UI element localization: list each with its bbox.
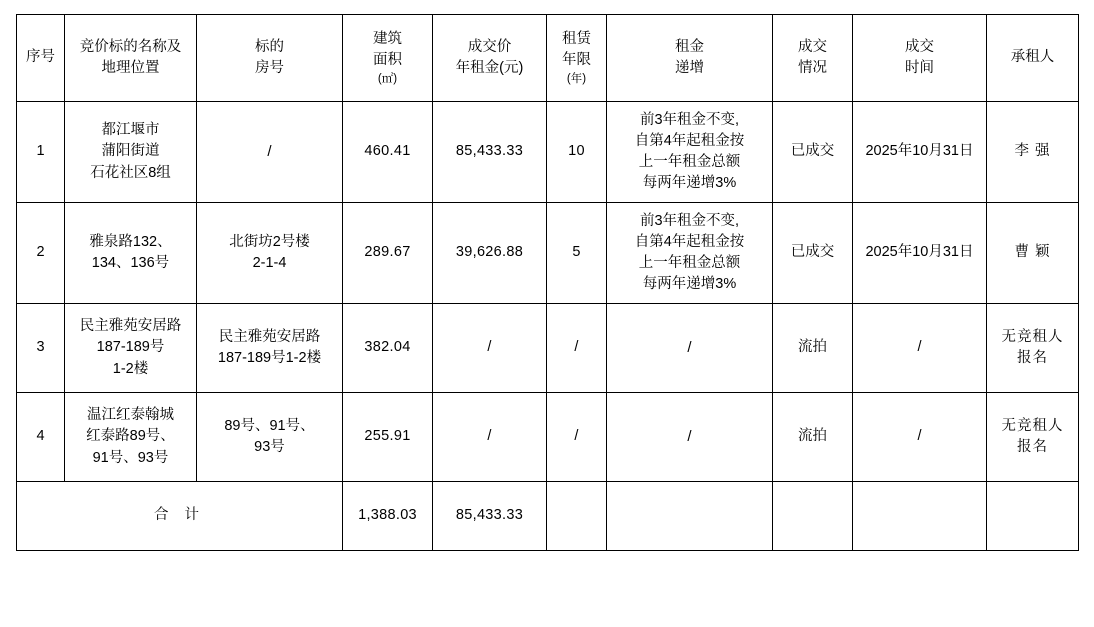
table-body [17,102,1079,551]
cell-status: 流拍 [773,304,853,393]
cell-term: 10 [547,102,607,203]
header-line: 标的 [255,38,284,55]
text-line: 都江堰市 [101,122,160,139]
cell-name [65,304,197,393]
text-line: 自第4年起租金按 [634,132,745,149]
cell-escalate [607,203,773,304]
cell-seq: 4 [17,393,65,482]
total-area: 1,388.03 [343,482,433,551]
table-row [17,304,1079,393]
total-time-empty [853,482,987,551]
cell-price: 85,433.33 [433,102,547,203]
text-line: 无竞租人 [1001,417,1064,434]
total-tenant-empty [987,482,1079,551]
text-line: 报名 [1017,439,1048,455]
cell-price: / [433,304,547,393]
table-header [17,15,1079,102]
text-line: 上一年租金总额 [638,154,741,170]
cell-escalate [607,304,773,393]
cell-seq: 2 [17,203,65,304]
text-line: / [267,143,272,161]
header-line: 承租人 [1010,49,1055,66]
text-line: 前3年租金不变, [639,212,740,229]
cell-area: 255.91 [343,393,433,482]
header-cell-seq [17,15,65,102]
text-line: 雅泉路132、 [89,233,172,250]
cell-escalate [607,102,773,203]
header-cell-price [433,15,547,102]
cell-name [65,203,197,304]
cell-status: 流拍 [773,393,853,482]
cell-term: / [547,304,607,393]
bid-results-table [16,14,1079,551]
text-line: 无竞租人 [1001,328,1064,345]
header-cell-name [65,15,197,102]
cell-room [197,304,343,393]
cell-time: / [853,304,987,393]
text-line: 蒲阳街道 [101,143,160,160]
text-line: 曹 颖 [1014,244,1051,261]
cell-term: / [547,393,607,482]
text-line: / [687,339,692,357]
header-line: 竞价标的名称及 [79,38,182,55]
header-unit: (年) [566,72,587,85]
cell-seq: 1 [17,102,65,203]
total-term-empty [547,482,607,551]
total-label: 合 计 [17,482,343,551]
cell-seq: 3 [17,304,65,393]
cell-name [65,102,197,203]
header-cell-area [343,15,433,102]
cell-area: 289.67 [343,203,433,304]
text-line: / [687,428,692,446]
cell-room [197,203,343,304]
cell-area: 382.04 [343,304,433,393]
text-line: 134、136号 [91,255,170,271]
cell-name [65,393,197,482]
table-row [17,393,1079,482]
header-cell-term [547,15,607,102]
header-line: 建筑 [373,30,402,47]
header-line: 面积 [373,51,402,68]
header-line: 成交价 [467,38,512,55]
cell-room [197,102,343,203]
text-line: 每两年递增3% [642,276,737,293]
text-line: 前3年租金不变, [639,111,740,128]
header-line: 年限 [562,51,591,68]
text-line: 93号 [254,439,285,455]
cell-tenant [987,203,1079,304]
cell-tenant [987,393,1079,482]
header-cell-status [773,15,853,102]
cell-status: 已成交 [773,203,853,304]
header-line: 地理位置 [101,60,160,76]
text-line: 91号、93号 [92,449,169,466]
header-line: 递增 [675,60,704,76]
header-line: 租金 [675,38,704,55]
header-cell-tenant [987,15,1079,102]
cell-time: / [853,393,987,482]
header-line: 年租金(元) [455,60,524,76]
text-line: 187-189号 [96,339,165,356]
text-line: 民主雅苑安居路 [218,328,321,345]
text-line: 上一年租金总额 [638,255,741,271]
text-line: 民主雅苑安居路 [79,318,182,335]
header-line: 房号 [255,60,284,76]
table-header-row [17,15,1079,102]
table-row [17,203,1079,304]
text-line: 温江红泰翰城 [87,407,174,424]
cell-term: 5 [547,203,607,304]
table-total-row [17,482,1079,551]
text-line: 报名 [1017,350,1048,366]
text-line: 89号、91号、 [224,417,315,434]
header-line: 序号 [26,49,55,66]
text-line: 北街坊2号楼 [229,233,310,250]
cell-escalate [607,393,773,482]
cell-status: 已成交 [773,102,853,203]
text-line: 每两年递增3% [642,175,737,192]
total-price: 85,433.33 [433,482,547,551]
header-unit: (㎡) [377,72,398,85]
text-line: 1-2楼 [112,360,149,377]
cell-tenant [987,304,1079,393]
cell-price: / [433,393,547,482]
total-escalate-empty [607,482,773,551]
text-line: 李 强 [1014,143,1051,160]
cell-time: 2025年10月31日 [853,102,987,203]
header-cell-room [197,15,343,102]
cell-time: 2025年10月31日 [853,203,987,304]
header-line: 租赁 [562,30,591,47]
header-line: 情况 [798,60,827,76]
cell-area: 460.41 [343,102,433,203]
cell-room [197,393,343,482]
total-status-empty [773,482,853,551]
text-line: 石花社区8组 [90,164,171,181]
text-line: 红泰路89号、 [86,428,175,445]
cell-tenant [987,102,1079,203]
table-row [17,102,1079,203]
text-line: 自第4年起租金按 [634,233,745,250]
header-cell-escalate [607,15,773,102]
header-line: 成交 [798,38,827,55]
header-line: 成交 [905,38,934,55]
header-line: 时间 [905,60,934,76]
text-line: 2-1-4 [252,255,287,271]
header-cell-time [853,15,987,102]
text-line: 187-189号1-2楼 [217,350,322,366]
cell-price: 39,626.88 [433,203,547,304]
